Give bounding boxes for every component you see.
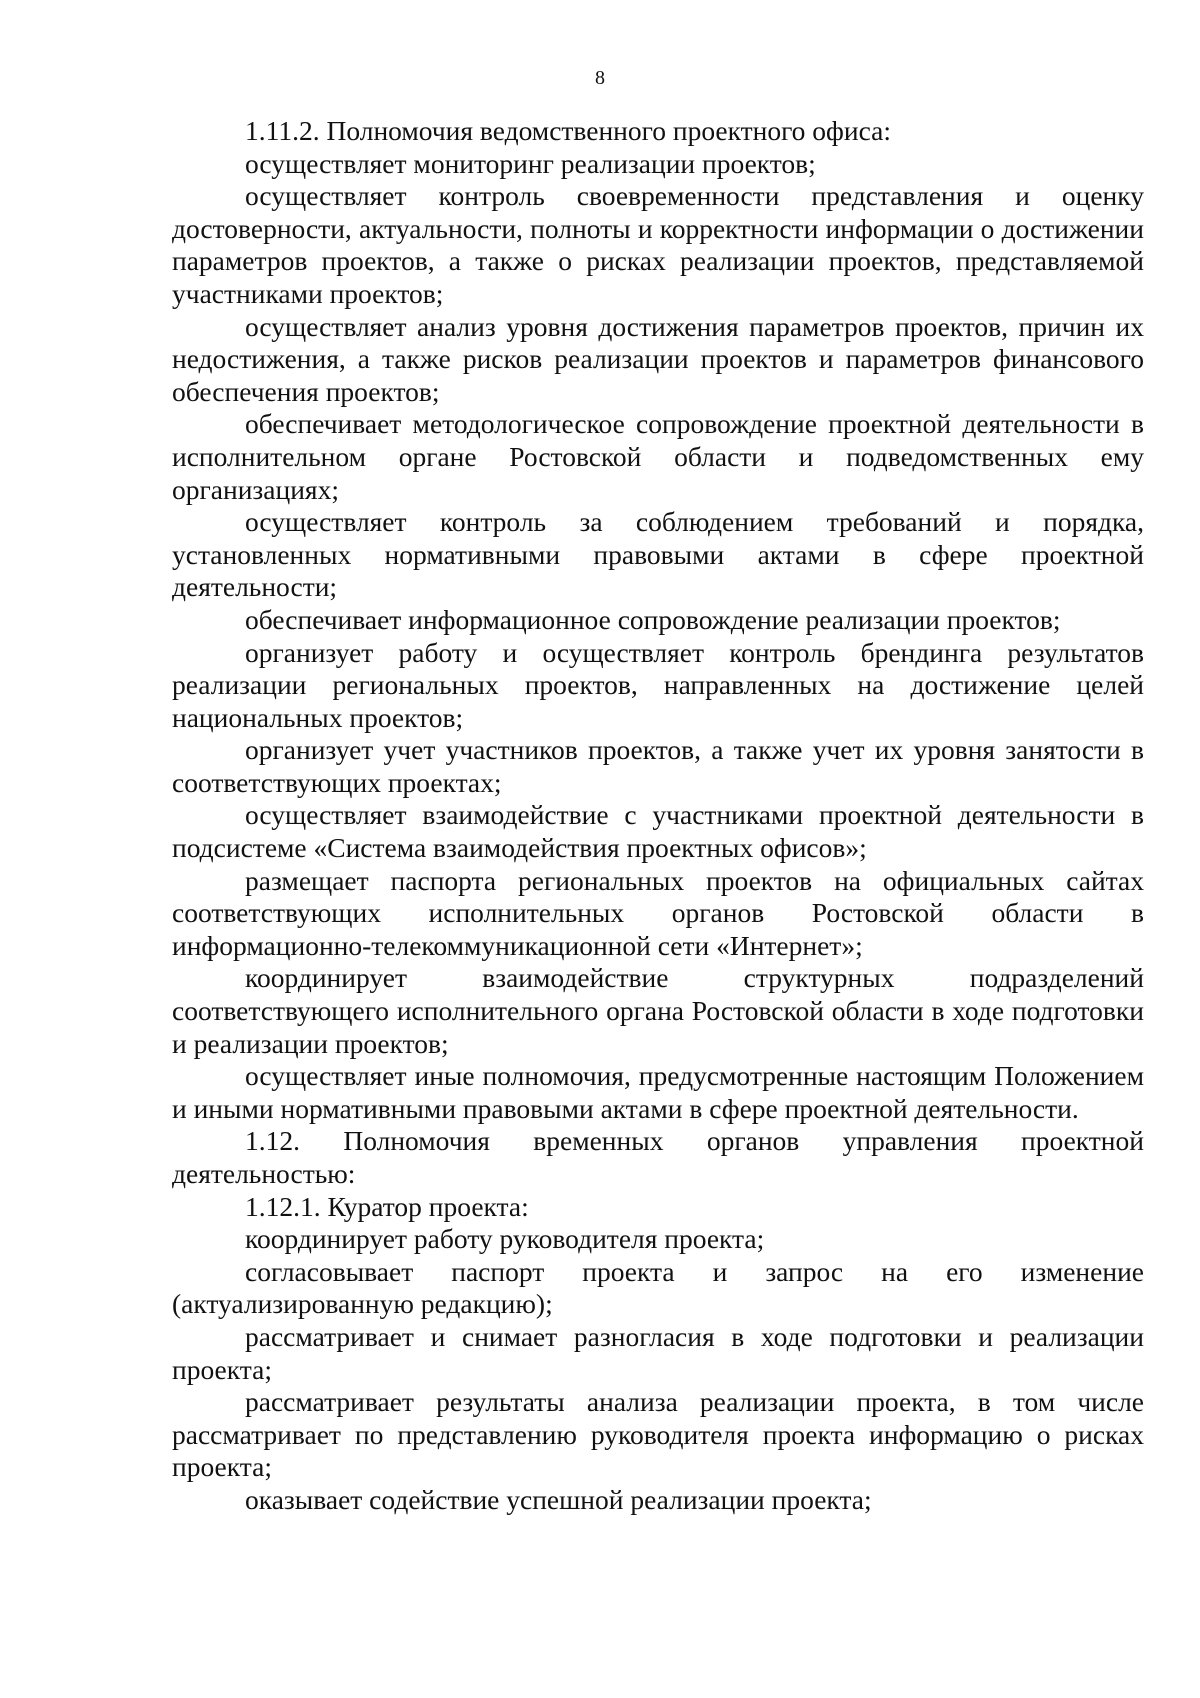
paragraph: осуществляет взаимодействие с участниками проектной деятельности в подсистеме «Система взаимодействия проектных офисов»; [172, 799, 1144, 864]
paragraph: согласовывает паспорт проекта и запрос на его изменение (актуализированную редакцию); [172, 1255, 1144, 1320]
paragraph: оказывает содействие успешной реализации проекта; [245, 1483, 872, 1515]
paragraph: осуществляет контроль своевременности представления и оценку достоверности, актуальности, полноты и корректности информации о достижении параметров проектов, а также о рисках реализации проектов, представляемой участниками проектов; [172, 180, 1144, 309]
section-heading: 1.12. Полномочия временных органов управления проектной деятельностью: [172, 1125, 1144, 1189]
paragraph: рассматривает результаты анализа реализации проекта, в том числе рассматривает по представлению руководителя проекта информацию о рисках проекта; [172, 1386, 1144, 1483]
document-body [172, 115, 1144, 1517]
paragraph: размещает паспорта региональных проектов на официальных сайтах соответствующих исполнительных органов Ростовской области в информационно-телекоммуникационной сети «Интернет»; [172, 864, 1144, 961]
paragraph: осуществляет контроль за соблюдением требований и порядка, установленных нормативными правовыми актами в сфере проектной деятельности; [172, 506, 1144, 603]
subsection-heading: 1.12.1. Куратор проекта: [245, 1190, 529, 1222]
paragraph: 1.11.2. Полномочия ведомственного проектного офиса: [245, 115, 891, 146]
paragraph: координирует взаимодействие структурных подразделений соответствующего исполнительного органа Ростовской области в ходе подготовки и реализации проектов; [172, 962, 1144, 1059]
paragraph: осуществляет иные полномочия, предусмотренные настоящим Положением и иными нормативными правовыми актами в сфере проектной деятельности. [172, 1060, 1144, 1124]
paragraph: обеспечивает информационное сопровождение реализации проектов; [245, 603, 1061, 635]
page-number: 8 [595, 67, 605, 89]
paragraph: организует учет участников проектов, а также учет их уровня занятости в соответствующих проектах; [172, 734, 1144, 798]
paragraph: осуществляет анализ уровня достижения параметров проектов, причин их недостижения, а также рисков реализации проектов и параметров финансового обеспечения проектов; [172, 310, 1144, 407]
paragraph: рассматривает и снимает разногласия в ходе подготовки и реализации проекта; [172, 1320, 1144, 1385]
paragraph: организует работу и осуществляет контроль брендинга результатов реализации региональных проектов, направленных на достижение целей национальных проектов; [172, 636, 1144, 733]
paragraph: координирует работу руководителя проекта; [245, 1223, 765, 1255]
paragraph: осуществляет мониторинг реализации проектов; [245, 147, 816, 179]
paragraph: обеспечивает методологическое сопровождение проектной деятельности в исполнительном органе Ростовской области и подведомственных ему организациях; [172, 408, 1144, 505]
